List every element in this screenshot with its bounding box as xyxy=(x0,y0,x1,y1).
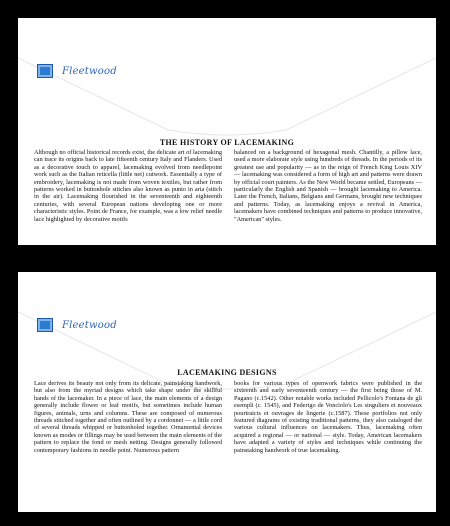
section-title: THE HISTORY OF LACEMAKING xyxy=(159,138,295,147)
brand-logo xyxy=(37,318,117,332)
brand-name: Fleetwood xyxy=(62,65,117,77)
section-title: LACEMAKING DESIGNS xyxy=(177,368,277,377)
text-column-right: books for various types of openwork fabrics were published in the sixteenth and early seventeenth century — the first being those of M. Pagano (c.1542). Other notable works included Pellicolo's Fontana de gli esempli (c. 1545), and Federigo de Vonciolo's Les singuliers et nouveaux pourtraicts et ouvrages de lingerie (c.1587). These portfolios not only featured diagrams of existing traditional patterns, they also cataloged the various cultural influences on lacemakers. Thus, lacemaking often acquired a regional — or national — style. Today, American lacemakers have adapted a variety of styles and techniques while continuing the painstaking handwork of true lacemaking. xyxy=(234,380,422,454)
brand-logo xyxy=(37,64,117,78)
text-column-right: balanced on a background of hexagonal mesh. Chantilly, a pillow lace, used a more elaborate style using hundreds of threads. In the periods of its greatest use and popularity — as in the reign of French King Louis XIV — lacemaking was considered a form of high art and patterns were drawn by official court painters. As the New World became settled, Europeans — particularly the English and Spanish — brought lacemaking to America. Later the French, Italians, Belgians and Germans, brought new techniques and patterns. Today, as lacemaking enjoys a revival in America, lacemakers have combined techniques and patterns to produce innovative, "American" styles. xyxy=(234,149,422,223)
text-column-left: Although no official historical records exist, the delicate art of lacemaking can trace its origins back to late fifteenth century Italy and Flanders. Used as a decorative touch to apparel, lacemaking evolved from needlepoint work such as the Italian reticella (little net) cutwork. Essentially a type of embroidery, lacemaking is not made from woven textiles, but rather from patterns worked in buttonhole stitches also known as punto in aria (stitch in the air). Lacemaking flourished in the seventeenth and eighteenth centuries, with several European nations developing one or more characteristic styles. Point de France, for example, was a low relief needle lace highlighted by decorative motifs xyxy=(34,149,222,223)
brand-logo-mark-icon xyxy=(37,64,53,78)
brand-logo-mark-icon xyxy=(37,318,53,332)
text-columns xyxy=(34,149,422,223)
envelope-history xyxy=(18,18,436,245)
envelope-flap-outline xyxy=(18,18,436,143)
brand-name: Fleetwood xyxy=(62,319,117,331)
text-column-left: Lace derives its beauty not only from its delicate, painstaking handwork, but also from the myriad designs which take shape under the skillful hands of the lacemaker. In a piece of lace, the main elements of a design generally include flower or leaf motifs, but sometimes include human figures, animals, urns and columns. These are composed of numerous threads stitched together and often outlined by a cordonnet — a little cord of several threads whipped or buttonholed together. Ornamental devices known as modes or fillings may be used between the main elements of the pattern to replace the fond or mesh netting. Designs generally followed contemporary fashions in needle point. Numerous pattern xyxy=(34,380,222,454)
envelope-designs xyxy=(18,272,436,512)
envelope-flap-outline xyxy=(18,272,436,397)
text-columns xyxy=(34,380,422,454)
